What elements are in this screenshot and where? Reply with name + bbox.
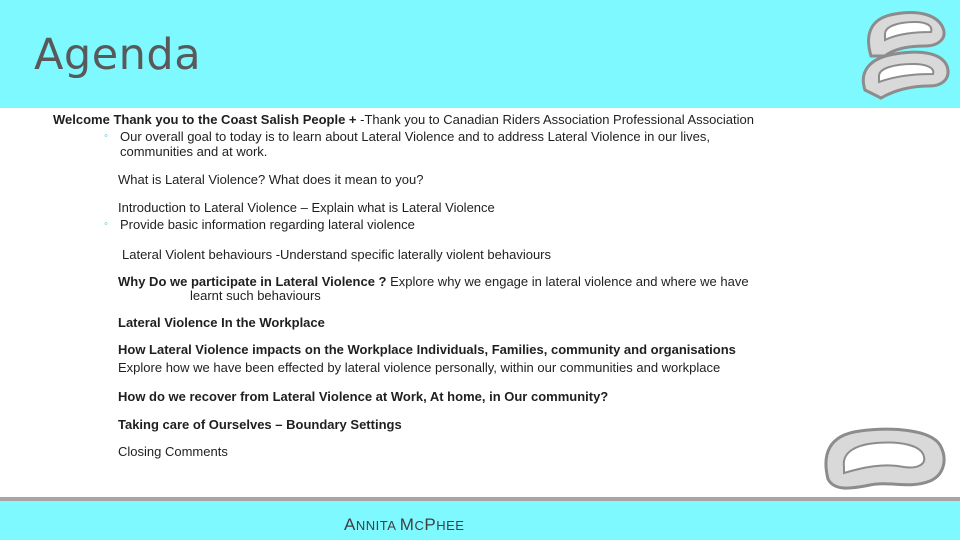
agenda-behaviours: Lateral Violent behaviours -Understand specific laterally violent behaviours bbox=[122, 247, 552, 262]
bullet-circle-icon: ◦ bbox=[104, 218, 108, 230]
agenda-impacts: How Lateral Violence impacts on the Workplace Individuals, Families, community and organisations bbox=[118, 342, 736, 357]
agenda-why-line2: learnt such behaviours bbox=[190, 288, 321, 303]
bullet-circle-icon: ◦ bbox=[104, 130, 108, 142]
author-name: ANNITA MCPHEE bbox=[344, 515, 465, 534]
agenda-workplace: Lateral Violence In the Workplace bbox=[118, 315, 325, 330]
agenda-intro: Introduction to Lateral Violence – Explain what is Lateral Violence bbox=[118, 200, 495, 215]
agenda-welcome: Welcome Thank you to the Coast Salish People + -Thank you to Canadian Riders Association Professional Association bbox=[53, 112, 754, 127]
agenda-why: Why Do we participate in Lateral Violence ? Explore why we engage in lateral violence and where we have bbox=[118, 274, 749, 289]
salish-formline-bottom-icon bbox=[820, 425, 950, 495]
agenda-goal-line1: Our overall goal to today is to learn about Lateral Violence and to address Lateral Violence in our lives, bbox=[120, 129, 710, 144]
footer-band bbox=[0, 501, 960, 540]
agenda-intro-sub: Provide basic information regarding lateral violence bbox=[120, 217, 415, 232]
agenda-recover: How do we recover from Lateral Violence at Work, At home, in Our community? bbox=[118, 389, 609, 404]
agenda-question: What is Lateral Violence? What does it mean to you? bbox=[118, 172, 424, 187]
agenda-goal-line2: communities and at work. bbox=[120, 144, 268, 159]
agenda-impacts-explore: Explore how we have been effected by lateral violence personally, within our communities and workplace bbox=[118, 360, 721, 375]
agenda-care: Taking care of Ourselves – Boundary Settings bbox=[118, 417, 402, 432]
slide-title: Agenda bbox=[34, 30, 202, 80]
agenda-closing: Closing Comments bbox=[118, 444, 228, 459]
